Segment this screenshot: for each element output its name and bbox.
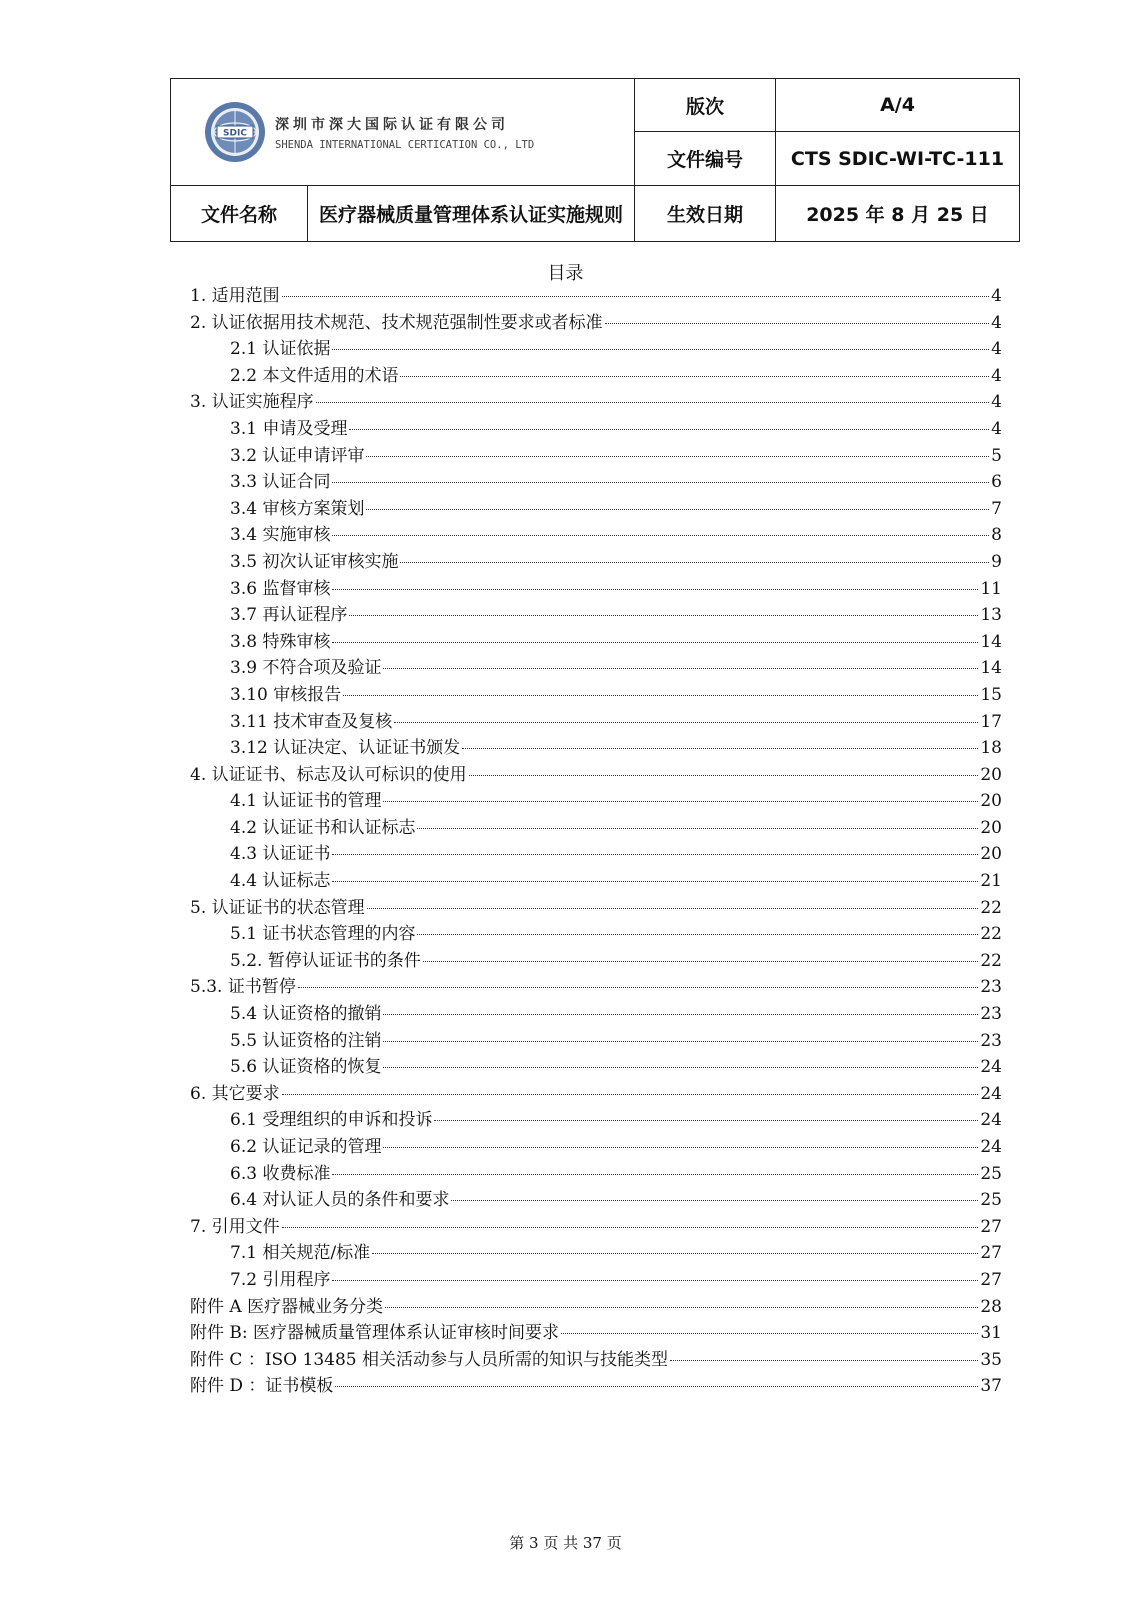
toc-dot-leader — [332, 535, 989, 536]
toc-dot-leader — [332, 854, 978, 855]
toc-entry-label: 3. 认证实施程序 — [190, 392, 314, 413]
toc-entry-page: 15 — [980, 684, 1002, 705]
toc-entry-label: 4.3 认证证书 — [230, 844, 331, 865]
toc-entry[interactable] — [190, 549, 1002, 576]
toc-entry[interactable] — [190, 1028, 1002, 1055]
toc-entry-page: 4 — [991, 392, 1002, 413]
toc-entry-page: 14 — [980, 631, 1002, 652]
toc-dot-leader — [394, 722, 978, 723]
effective-date-value: 2025 年 8 月 25 日 — [776, 186, 1020, 242]
toc-dot-leader — [561, 1333, 978, 1334]
toc-entry-label: 3.10 审核报告 — [230, 684, 342, 705]
toc-entry-label: 3.8 特殊审核 — [230, 631, 331, 652]
toc-entry[interactable] — [190, 1320, 1002, 1347]
toc-entry[interactable] — [190, 1081, 1002, 1108]
toc-entry[interactable] — [190, 709, 1002, 736]
toc-entry-label: 2. 认证依据用技术规范、技术规范强制性要求或者标准 — [190, 312, 603, 333]
toc-dot-leader — [298, 987, 979, 988]
effective-date-label: 生效日期 — [635, 186, 776, 242]
toc-dot-leader — [366, 509, 989, 510]
toc-entry-page: 4 — [991, 286, 1002, 306]
toc-entry-label: 3.6 监督审核 — [230, 578, 331, 599]
toc-entry-page: 7 — [991, 498, 1002, 519]
toc-entry[interactable] — [190, 1054, 1002, 1081]
toc-entry[interactable] — [190, 762, 1002, 789]
doc-number-label: 文件编号 — [635, 132, 776, 186]
toc-entry-page: 6 — [991, 472, 1002, 493]
toc-entry-page: 20 — [980, 817, 1002, 838]
toc-dot-leader — [332, 349, 989, 350]
toc-entry[interactable] — [190, 1107, 1002, 1134]
toc-entry-page: 24 — [980, 1137, 1002, 1157]
toc-entry[interactable] — [190, 602, 1002, 629]
toc-entry[interactable] — [190, 868, 1002, 895]
toc-entry-label: 3.3 认证合同 — [230, 472, 331, 493]
toc-entry-page: 4 — [991, 365, 1002, 386]
toc-title: 目录 — [547, 263, 584, 284]
toc-dot-leader — [316, 402, 990, 403]
toc-dot-leader — [372, 1253, 978, 1254]
toc-entry[interactable] — [190, 496, 1002, 523]
toc-entry-page: 24 — [980, 1083, 1002, 1104]
toc-entry-label: 3.1 申请及受理 — [230, 418, 348, 439]
toc-entry[interactable] — [190, 283, 1002, 310]
toc-entry-page: 22 — [980, 897, 1002, 918]
toc-entry-label: 5.3. 证书暂停 — [190, 977, 296, 998]
toc-entry-label: 5.1 证书状态管理的内容 — [230, 924, 416, 945]
toc-entry-label: 4.1 认证证书的管理 — [230, 791, 382, 812]
toc-dot-leader — [332, 589, 978, 590]
toc-entry-label: 3.2 认证申请评审 — [230, 445, 365, 466]
toc-entry-page: 8 — [991, 525, 1002, 546]
toc-entry-label: 6.2 认证记录的管理 — [230, 1137, 382, 1157]
toc-dot-leader — [282, 296, 990, 297]
toc-entry[interactable] — [190, 1161, 1002, 1188]
toc-entry-label: 3.9 不符合项及验证 — [230, 658, 382, 679]
company-seal-logo — [203, 100, 267, 164]
toc-entry-label: 6.4 对认证人员的条件和要求 — [230, 1190, 450, 1211]
toc-entry-label: 4.4 认证标志 — [230, 871, 331, 892]
toc-entry-label: 5. 认证证书的状态管理 — [190, 897, 365, 918]
doc-name-value: 医疗器械质量管理体系认证实施规则 — [308, 186, 635, 242]
doc-name-label: 文件名称 — [171, 186, 308, 242]
toc-entry-label: 3.5 初次认证审核实施 — [230, 551, 399, 572]
toc-entry[interactable] — [190, 1001, 1002, 1028]
toc-dot-leader — [349, 615, 978, 616]
toc-entry-label: 附件 C ：ISO 13485 相关活动参与人员所需的知识与技能类型 — [190, 1349, 668, 1370]
toc-dot-leader — [282, 1227, 979, 1228]
toc-entry-label: 3.4 实施审核 — [230, 525, 331, 546]
toc-dot-leader — [366, 456, 989, 457]
toc-entry-page: 20 — [980, 844, 1002, 865]
toc-entry-label: 5.4 认证资格的撤销 — [230, 1004, 382, 1025]
toc-entry-page: 23 — [980, 1004, 1002, 1025]
toc-entry-page: 5 — [991, 445, 1002, 466]
toc-dot-leader — [332, 482, 989, 483]
toc-entry-page: 20 — [980, 791, 1002, 812]
toc-entry[interactable] — [190, 974, 1002, 1001]
toc-entry-label: 附件 D ：证书模板 — [190, 1376, 334, 1397]
toc-entry-label: 4. 认证证书、标志及认可标识的使用 — [190, 764, 467, 785]
toc-entry[interactable] — [190, 895, 1002, 922]
toc-dot-leader — [332, 1280, 978, 1281]
toc-entry-label: 5.5 认证资格的注销 — [230, 1030, 382, 1051]
toc-entry-label: 5.6 认证资格的恢复 — [230, 1057, 382, 1078]
toc-entry[interactable] — [190, 948, 1002, 975]
toc-entry[interactable] — [190, 735, 1002, 762]
toc-entry-page: 23 — [980, 1030, 1002, 1051]
toc-dot-leader — [332, 881, 978, 882]
toc-entry-page: 4 — [991, 312, 1002, 333]
toc-entry-label: 6.1 受理组织的申诉和投诉 — [230, 1110, 433, 1131]
toc-entry[interactable] — [190, 389, 1002, 416]
version-label: 版次 — [635, 79, 776, 132]
toc-entry-page: 11 — [980, 578, 1002, 599]
toc-entry-page: 37 — [980, 1376, 1002, 1397]
toc-dot-leader — [367, 908, 979, 909]
toc-entry[interactable] — [190, 1187, 1002, 1214]
toc-dot-leader — [462, 748, 978, 749]
toc-dot-leader — [349, 429, 989, 430]
toc-entry-label: 附件 A 医疗器械业务分类 — [190, 1296, 384, 1317]
toc-entry[interactable] — [190, 1347, 1002, 1374]
toc-dot-leader — [383, 801, 978, 802]
document-header-table — [170, 78, 1020, 242]
toc-entry-label: 5.2. 暂停认证证书的条件 — [230, 950, 421, 971]
toc-entry-label: 3.7 再认证程序 — [230, 605, 348, 626]
toc-entry[interactable] — [190, 1240, 1002, 1267]
toc-entry-page: 35 — [980, 1349, 1002, 1370]
toc-dot-leader — [383, 668, 978, 669]
toc-entry-page: 13 — [980, 605, 1002, 626]
toc-entry-page: 24 — [980, 1110, 1002, 1131]
toc-entry[interactable] — [190, 576, 1002, 603]
toc-entry-page: 25 — [980, 1163, 1002, 1184]
toc-entry[interactable] — [190, 336, 1002, 363]
toc-entry-page: 27 — [980, 1243, 1002, 1264]
logo-label: SDIC — [223, 128, 247, 139]
toc-entry[interactable] — [190, 416, 1002, 443]
toc-dot-leader — [383, 1147, 978, 1148]
toc-dot-leader — [417, 934, 978, 935]
toc-entry[interactable] — [190, 1373, 1002, 1400]
toc-dot-leader — [383, 1067, 978, 1068]
toc-entry-page: 9 — [991, 551, 1002, 572]
toc-entry-page: 28 — [980, 1296, 1002, 1317]
company-logo-cell — [171, 79, 635, 186]
toc-entry-page: 4 — [991, 339, 1002, 360]
toc-entry[interactable] — [190, 310, 1002, 337]
toc-entry[interactable] — [190, 363, 1002, 390]
page-footer: 第 3 页 共 37 页 — [509, 1534, 622, 1552]
toc-entry-label: 6. 其它要求 — [190, 1083, 280, 1104]
toc-entry[interactable] — [190, 1134, 1002, 1161]
toc-entry-page: 27 — [980, 1269, 1002, 1290]
toc-dot-leader — [332, 642, 978, 643]
toc-entry[interactable] — [190, 469, 1002, 496]
toc-entry-label: 3.4 审核方案策划 — [230, 498, 365, 519]
toc-entry-page: 24 — [980, 1057, 1002, 1078]
toc-dot-leader — [343, 695, 978, 696]
toc-entry[interactable] — [190, 815, 1002, 842]
toc-dot-leader — [451, 1200, 978, 1201]
toc-entry-page: 25 — [980, 1190, 1002, 1211]
doc-number-value: CTS SDIC-WI-TC-111 — [776, 132, 1020, 186]
toc-entry-page: 23 — [980, 977, 1002, 998]
toc-entry[interactable] — [190, 522, 1002, 549]
toc-dot-leader — [605, 323, 990, 324]
toc-entry[interactable] — [190, 655, 1002, 682]
toc-entry[interactable] — [190, 1294, 1002, 1321]
toc-entry-page: 17 — [980, 711, 1002, 732]
toc-entry[interactable] — [190, 788, 1002, 815]
toc-entry[interactable] — [190, 1267, 1002, 1294]
toc-dot-leader — [332, 1174, 978, 1175]
toc-dot-leader — [400, 562, 989, 563]
toc-dot-leader — [383, 1041, 978, 1042]
toc-entry-label: 附件 B: 医疗器械质量管理体系认证审核时间要求 — [190, 1323, 560, 1344]
toc-entry-page: 27 — [980, 1216, 1002, 1237]
table-of-contents — [190, 283, 1002, 1400]
toc-entry[interactable] — [190, 1214, 1002, 1241]
toc-entry-label: 2.2 本文件适用的术语 — [230, 365, 399, 386]
toc-entry-label: 7. 引用文件 — [190, 1216, 280, 1237]
toc-entry-label: 7.2 引用程序 — [230, 1269, 331, 1290]
toc-dot-leader — [400, 376, 989, 377]
toc-entry[interactable] — [190, 682, 1002, 709]
toc-entry-page: 20 — [980, 764, 1002, 785]
toc-entry[interactable] — [190, 443, 1002, 470]
toc-entry-page: 21 — [980, 871, 1002, 892]
toc-entry-page: 18 — [980, 738, 1002, 759]
toc-entry-page: 4 — [991, 418, 1002, 439]
toc-entry-label: 3.11 技术审查及复核 — [230, 711, 393, 732]
toc-entry[interactable] — [190, 841, 1002, 868]
toc-entry-page: 22 — [980, 950, 1002, 971]
toc-dot-leader — [670, 1360, 978, 1361]
toc-dot-leader — [417, 828, 978, 829]
toc-entry[interactable] — [190, 921, 1002, 948]
toc-entry-page: 14 — [980, 658, 1002, 679]
toc-dot-leader — [434, 1120, 978, 1121]
toc-dot-leader — [423, 961, 979, 962]
toc-dot-leader — [282, 1094, 979, 1095]
toc-dot-leader — [469, 775, 979, 776]
toc-dot-leader — [385, 1307, 978, 1308]
company-name-cn: 深圳市深大国际认证有限公司 — [275, 116, 509, 133]
toc-dot-leader — [335, 1386, 978, 1387]
toc-entry-label: 6.3 收费标准 — [230, 1163, 331, 1184]
toc-dot-leader — [383, 1014, 978, 1015]
toc-entry-label: 7.1 相关规范/标准 — [230, 1243, 371, 1264]
toc-entry-page: 31 — [980, 1323, 1002, 1344]
toc-entry-label: 4.2 认证证书和认证标志 — [230, 817, 416, 838]
toc-entry-label: 1. 适用范围 — [190, 286, 280, 306]
toc-entry-page: 22 — [980, 924, 1002, 945]
toc-entry[interactable] — [190, 629, 1002, 656]
toc-entry-label: 3.12 认证决定、认证证书颁发 — [230, 738, 461, 759]
company-name-en: SHENDA INTERNATIONAL CERTICATION CO., LTD — [275, 138, 535, 151]
toc-entry-label: 2.1 认证依据 — [230, 339, 331, 360]
version-value: A/4 — [776, 79, 1020, 132]
